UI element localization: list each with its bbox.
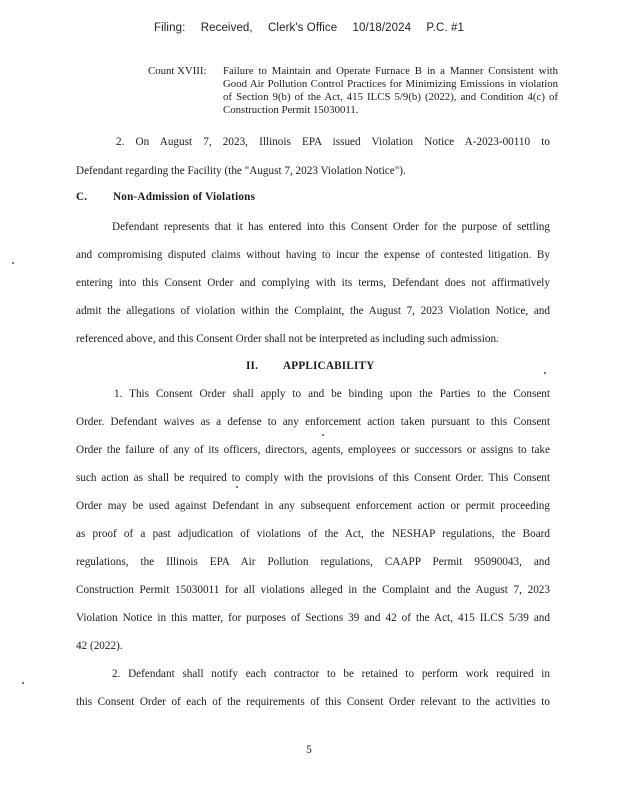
stamp-date: 10/18/2024 [352, 22, 412, 34]
section-c-letter: C. [76, 191, 88, 203]
para2-line-1: 2. On August 7, 2023, Illinois EPA issued Violation Notice A-2023-00110 to [116, 136, 550, 148]
applicability-p1-line-9: Violation Notice in this matter, for purposes of Sections 39 and 42 of the Act, 415 ILCS 5/39 and [76, 612, 550, 624]
applicability-p2-line-1: 2. Defendant shall notify each contractor to be retained to perform work required in [112, 668, 550, 680]
count-xviii [148, 65, 558, 117]
applicability-p1-line-7: regulations, the Illinois EPA Air Pollution regulations, CAAPP Permit 95090043, and [76, 556, 550, 568]
scan-speck [322, 434, 324, 436]
stamp-received: Received, [200, 22, 253, 34]
applicability-p1-line-1: 1. This Consent Order shall apply to and be binding upon the Parties to the Consent [114, 388, 550, 400]
non-admission-line-2: and compromising disputed claims without having to incur the expense of contested litigation. By [76, 249, 550, 261]
non-admission-line-5: referenced above, and this Consent Order shall not be interpreted as including such admission. [76, 333, 499, 345]
applicability-p1-line-3: Order the failure of any of its officers, directors, agents, employees or successors or assigns to take [76, 444, 550, 456]
stamp-filing: Filing: [154, 22, 186, 34]
count-label: Count XVIII: [148, 65, 207, 77]
applicability-p1-line-8: Construction Permit 15030011 for all violations alleged in the Complaint and the August 7, 2023 [76, 584, 550, 596]
applicability-p2-line-2: this Consent Order of each of the requirements of this Consent Order relevant to the activities to [76, 696, 550, 708]
applicability-p1-line-4: such action as shall be required to comply with the provisions of this Consent Order. This Consent [76, 472, 550, 484]
para2-line-2: Defendant regarding the Facility (the "August 7, 2023 Violation Notice"). [76, 165, 406, 177]
applicability-p1-line-10: 42 (2022). [76, 640, 123, 652]
scan-speck [22, 682, 24, 684]
count-text: Failure to Maintain and Operate Furnace B in a Manner Consistent with Good Air Pollution Control Practices for Minimizing Emissions in violation of Section 9(b) of the Act, 415 ILCS 5/9(b) (2022), and Condition 4(c) of Construction Permit 15030011. [223, 65, 558, 116]
stamp-docket: P.C. #1 [426, 22, 464, 34]
section-c-title: Non-Admission of Violations [113, 191, 256, 203]
filing-stamp [0, 22, 618, 34]
scan-speck [544, 372, 546, 374]
applicability-p1-line-2: Order. Defendant waives as a defense to any enforcement action taken pursuant to this Consent [76, 416, 550, 428]
section-ii-title: APPLICABILITY [283, 360, 375, 372]
stamp-office: Clerk's Office [268, 22, 338, 34]
section-ii-numeral: II. [246, 360, 259, 372]
applicability-p1-line-6: as proof of a past adjudication of violations of the Act, the NESHAP regulations, the Board [76, 528, 550, 540]
applicability-p1-line-5: Order may be used against Defendant in any subsequent enforcement action or permit proceeding [76, 500, 550, 512]
scan-speck [236, 486, 238, 488]
non-admission-line-1: Defendant represents that it has entered into this Consent Order for the purpose of settling [112, 221, 550, 233]
scan-speck [12, 262, 14, 264]
non-admission-line-4: admit the allegations of violation within the Complaint, the August 7, 2023 Violation Notice, and [76, 305, 550, 317]
non-admission-line-3: entering into this Consent Order and complying with its terms, Defendant does not affirmatively [76, 277, 550, 289]
page-number: 5 [306, 744, 312, 756]
